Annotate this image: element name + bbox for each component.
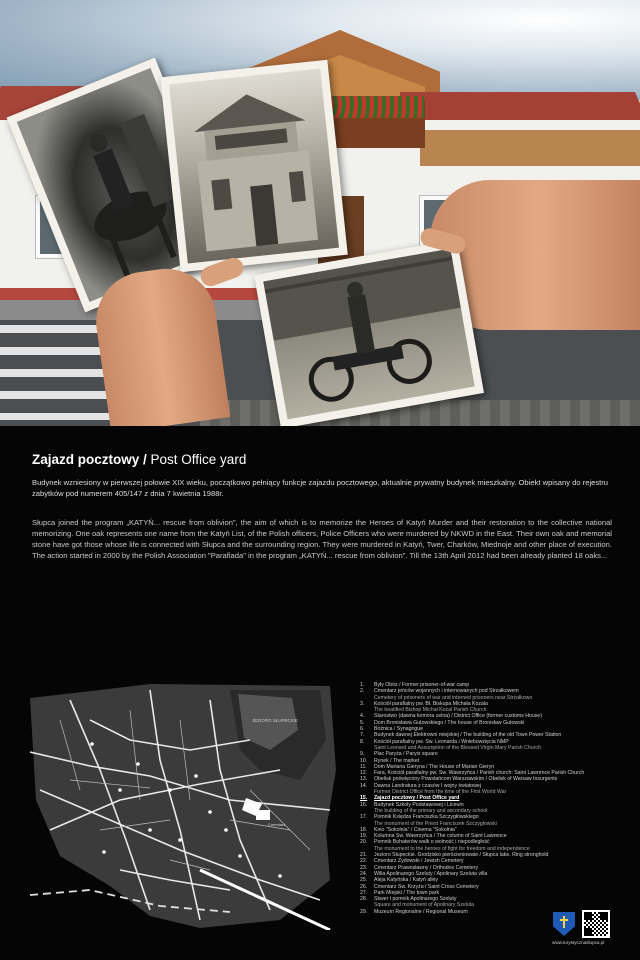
qr-code-icon[interactable] (582, 910, 610, 938)
legend-text: Budynek dawnej Elektrowni miejskiej / The building of the old Town Power Station (374, 732, 562, 739)
legend-item (360, 739, 610, 752)
legend-text: Kino "Sokolnia" / Cinema "Sokolnia" (374, 826, 457, 833)
legend-item (360, 783, 610, 796)
legend-text: Jezioro Słupeckie. Grodzisko pierścieniowate / Słupca lake. Ring stronghold (374, 852, 549, 859)
legend-number: 5. (360, 719, 365, 726)
hero-photo (0, 0, 640, 426)
legend-number: 12. (360, 770, 368, 777)
legend-number: 11. (360, 763, 367, 770)
legend-text: Park Miejski / The town park (374, 889, 440, 896)
legend-number: 21. (360, 852, 368, 859)
legend-number: 14. (360, 782, 368, 789)
legend-item (360, 701, 610, 714)
legend-text: Cmentarz Żydowski / Jewish Cemetery (374, 858, 464, 865)
motorcycle-sketch (263, 249, 474, 420)
legend-text: Cmentarz jeńców wojennych i internowanych pod Strzałkowem (374, 688, 519, 695)
legend-subtext: The beatified Bishop Michał Kozal Parish Church (374, 707, 487, 714)
legend-text: Fara, Kościół parafialny pw. Św. Wawrzyńca / Parish church: Saint Lawrence Parish Church (374, 770, 585, 777)
legend-number: 22. (360, 858, 368, 865)
legend-text: Cmentarz Św. Krzyża / Saint Cross Cemetery (374, 883, 479, 890)
legend-text: Willa Apolinarego Szeluty / Apolinary Szeluta villa (374, 870, 488, 877)
legend-subtext: The monument of the Priest Franciszek Szczygłowski (374, 820, 497, 827)
legend-item (360, 896, 610, 909)
legend-text-wrap (374, 814, 610, 827)
map-street-label: Cmentarz (268, 822, 286, 827)
legend-number: 6. (360, 726, 365, 733)
legend-text: Dawna Landratura z czasów I wojny światowej (374, 782, 481, 789)
legend-text: Pomnik Księdza Franciszka Szczygłowskiego (374, 814, 479, 821)
legend-subtext: The monument to the heroes of fight for freedom and independence (374, 845, 530, 852)
legend-text: Dom Mariana Gieryna / The House of Marian Gieryn (374, 763, 495, 770)
legend-number: 7. (360, 732, 365, 739)
legend-number: 17. (360, 814, 368, 821)
legend-subtext: Former District Office from the time of the First World War (374, 789, 507, 796)
legend-text: Plac Paryża / Paryis square (374, 751, 438, 758)
map-drawing (30, 680, 338, 930)
legend-text: Skwer i pomnik Apolinarego Szeluty (374, 896, 457, 903)
legend-number: 8. (360, 738, 365, 745)
old-photo-house (160, 60, 348, 272)
town-map (30, 680, 338, 930)
legend-number: 25. (360, 877, 368, 884)
legend-item (360, 802, 610, 815)
legend-text: Obelisk poświęcony Powstańcom Warszawskim / Obelisk of Warsaw Insurgents (374, 776, 558, 783)
legend-text: Kościół parafialny pw. Bł. Biskupa Michała Kozala (374, 700, 488, 707)
legend-text-wrap (374, 839, 610, 852)
legend-number: 3. (360, 700, 365, 707)
wood-band (420, 130, 640, 166)
legend-text-wrap (374, 701, 610, 714)
legend-text: Kościół parafialny pw. Św. Leonarda i Wniebowzięcia NMP (374, 738, 509, 745)
description-polish: Budynek wzniesiony w pierwszej połowie XIX wieku, początkowo pełniący funkcje zajazdu pocztowego, aktualnie prywatny budynek mieszkalny. Obiekt wpisany do rejestru zabytków pod numerem 405/147 z dnia 7 kwietnia 1988r. (32, 478, 609, 498)
legend-number: 2. (360, 688, 365, 695)
legend-text: Zajazd pocztowy / Post Office yard (374, 795, 460, 802)
legend-subtext: Saint Leonard and Assumption of the Blessed Virgin Mary Parish Church (374, 744, 541, 751)
legend-number: 24. (360, 870, 368, 877)
legend-number: 1. (360, 682, 365, 688)
description-english: Słupca joined the program „KATYŃ... rescue from oblivion", the aim of which is to memorize the Heroes of Katyń Murder and their restoration to the collective national memorizing. One oak represents one name from the Katyń List, of the Polish officers, Police Officers who were murdered by NKWD in the East. Their own oak and memorial stone have got those whose life is connected with Słupca and the surrounding region. They were murdered in Katyń, Twer, Charków, Miednoje and other place of execution. The action started in 2000 by the Polish Association "Parafiada" in the program „KATYŃ... rescue from oblivion". Till the 13th April 2012 had been already planted 18 oaks... (32, 518, 612, 560)
website-link[interactable]: www.turystycznaslupca.pl (552, 940, 605, 945)
legend-number: 28. (360, 896, 368, 903)
legend-text: Muzeum Regionalne / Regional Museum (374, 908, 468, 915)
legend-item (360, 688, 610, 701)
legend-number: 27. (360, 889, 368, 896)
legend-text-wrap (374, 739, 610, 752)
map-area-label: JEZIORO SŁUPECKIE (252, 718, 299, 723)
legend-text-wrap (374, 688, 610, 701)
legend-number: 29. (360, 908, 368, 915)
legend-number: 9. (360, 751, 365, 758)
legend-text-wrap (374, 896, 610, 909)
legend-number: 23. (360, 864, 368, 871)
title-english: Post Office yard (150, 452, 247, 467)
legend-number: 26. (360, 883, 368, 890)
crest-cross-icon (559, 916, 569, 928)
legend-text-wrap (374, 783, 610, 796)
legend-text: Cmentarz Prawosławny / Orthodox Cemetery (374, 864, 479, 871)
title-polish: Zajazd pocztowy (32, 452, 140, 467)
legend-number: 15. (360, 795, 368, 802)
legend-text: Starostwo (dawna komora celna) / District Office (former customs House) (374, 713, 542, 720)
legend-number: 10. (360, 757, 368, 764)
legend-item (360, 839, 610, 852)
page-title (32, 452, 246, 467)
legend-subtext: The building of the primary and secondary school (374, 807, 488, 814)
legend-number: 16. (360, 801, 368, 808)
map-legend (360, 682, 610, 915)
legend-subtext: Cemetery of prisoners of war and interned prisoners near Strzałkowo (374, 694, 533, 701)
legend-text-wrap (374, 802, 610, 815)
legend-text: Budynek Szkoły Podstawowej i Liceum (374, 801, 464, 808)
legend-number: 20. (360, 839, 368, 846)
legend-number: 18. (360, 826, 368, 833)
legend-text: Były Obóz / Former prisoner-of-war camp (374, 682, 470, 688)
legend-text: Aleja Katyńska / Katyń alley (374, 877, 439, 884)
house-sketch (169, 69, 339, 264)
legend-text: Rynek / The market (374, 757, 420, 764)
legend-item (360, 814, 610, 827)
legend-subtext: Square and monument of Apolinary Szeluta (374, 902, 475, 909)
legend-text: Dom Bronisława Gutowskiego / The house of Bronisław Gutowski (374, 719, 525, 726)
legend-number: 19. (360, 833, 368, 840)
legend-text: Bóżnica / Synagogue (374, 726, 424, 733)
legend-number: 13. (360, 776, 368, 783)
legend-number: 4. (360, 713, 365, 720)
title-separator: / (139, 452, 151, 467)
legend-text: Kolumna Św. Wawrzyńca / The column of Saint Lawrence (374, 833, 507, 840)
legend-text: Pomnik Bohaterów walk o wolność i niepodległość (374, 839, 490, 846)
